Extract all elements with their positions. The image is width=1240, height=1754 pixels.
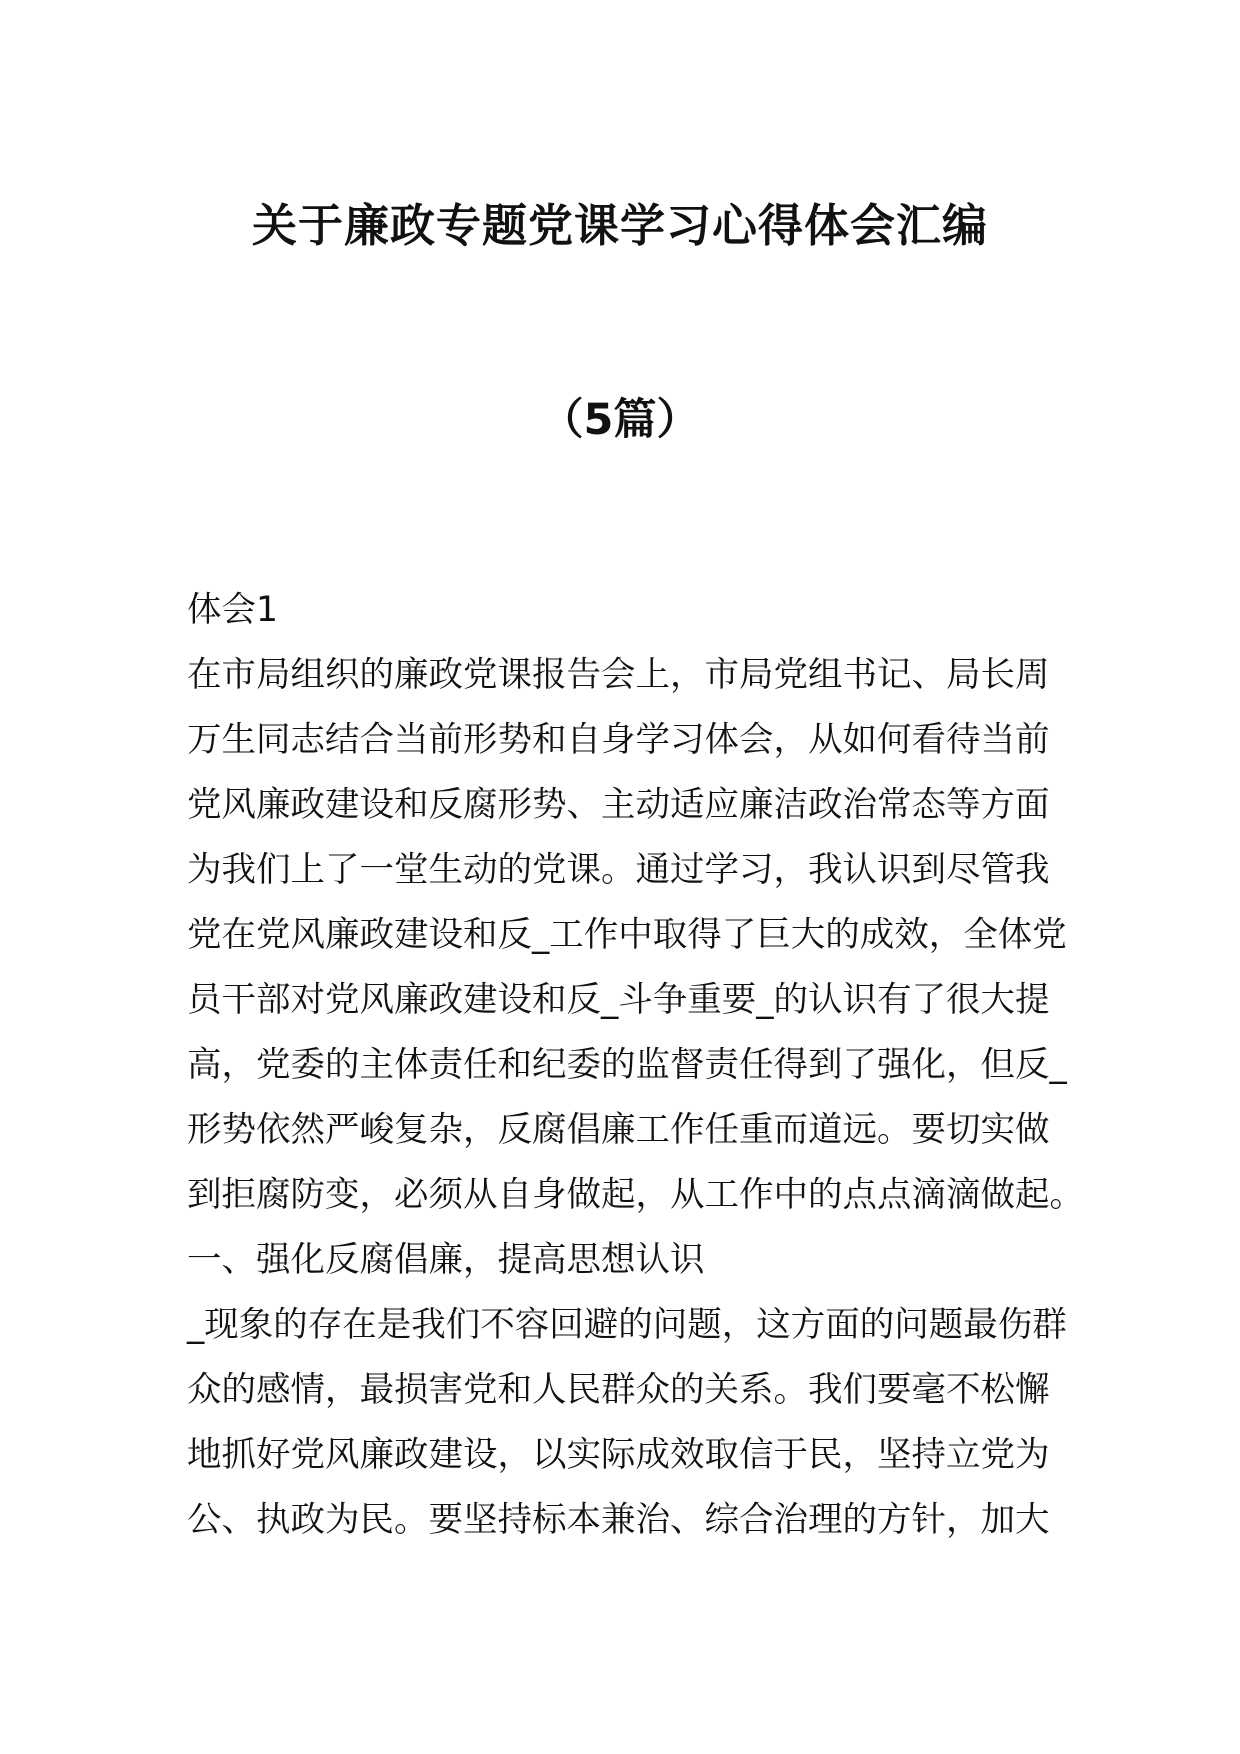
document-body: [187, 578, 1084, 1553]
section-heading: 体会1: [187, 590, 278, 630]
paragraph-line: 地抓好党风廉政建设，以实际成效取信于民，坚持立党为: [187, 1435, 1050, 1475]
paragraph-line: 党风廉政建设和反腐形势、主动适应廉洁政治常态等方面: [187, 785, 1050, 825]
paragraph-line: 形势依然严峻复杂，反腐倡廉工作任重而道远。要切实做: [187, 1110, 1050, 1150]
paragraph-line: 高，党委的主体责任和纪委的监督责任得到了强化，但反_: [187, 1045, 1067, 1085]
paragraph-line: 员干部对党风廉政建设和反_斗争重要_的认识有了很大提: [187, 980, 1050, 1020]
paragraph-line: 到拒腐防变，必须从自身做起，从工作中的点点滴滴做起。: [187, 1175, 1084, 1215]
paragraph-line: 为我们上了一堂生动的党课。通过学习，我认识到尽管我: [187, 850, 1050, 890]
paragraph-line: 公、执政为民。要坚持标本兼治、综合治理的方针，加大: [187, 1500, 1050, 1540]
paragraph-line: 在市局组织的廉政党课报告会上，市局党组书记、局长周: [187, 655, 1050, 695]
document-title: 关于廉政专题党课学习心得体会汇编: [251, 199, 988, 252]
paragraph-line: 万生同志结合当前形势和自身学习体会，从如何看待当前: [187, 720, 1050, 760]
paragraph-line: 党在党风廉政建设和反_工作中取得了巨大的成效，全体党: [187, 915, 1067, 955]
paragraph-line: _现象的存在是我们不容回避的问题，这方面的问题最伤群: [187, 1305, 1067, 1345]
document-subtitle: （5篇）: [540, 395, 700, 445]
paragraph-line: 众的感情，最损害党和人民群众的关系。我们要毫不松懈: [187, 1370, 1050, 1410]
subheading: 一、强化反腐倡廉，提高思想认识: [187, 1240, 705, 1280]
